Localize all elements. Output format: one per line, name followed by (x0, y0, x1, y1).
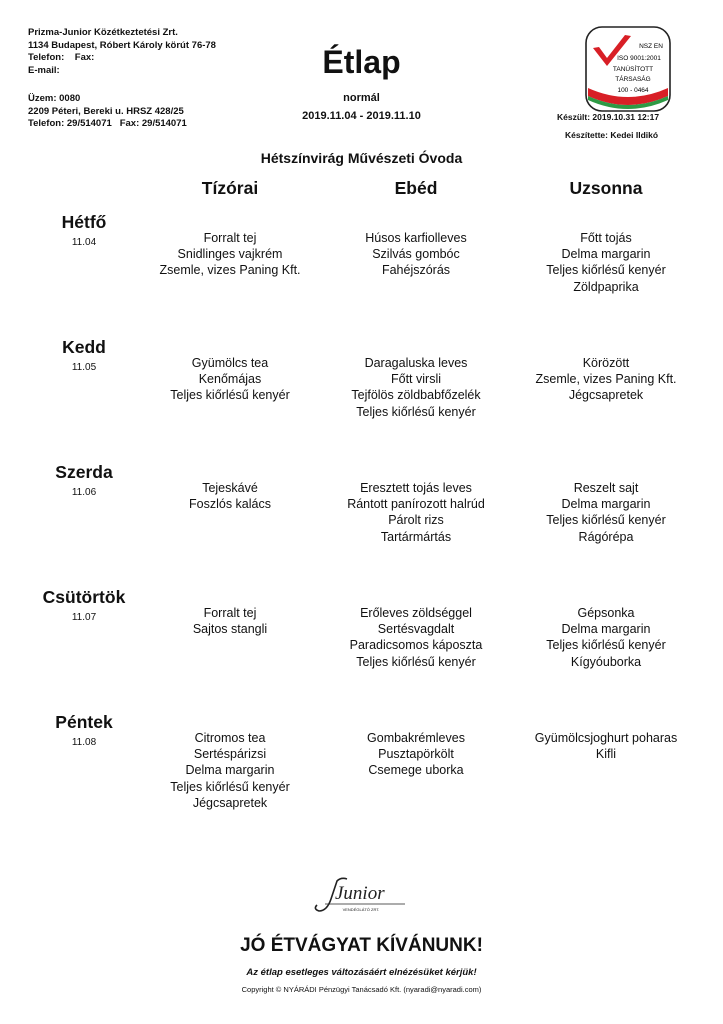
meal-item: Eresztett tojás leves (360, 481, 472, 495)
meal-item: Gyümölcs tea (191, 356, 269, 370)
cert-line1: NSZ EN (639, 43, 663, 50)
apology-note: Az étlap esetleges változásáért elnézésüket kérjük! (246, 967, 477, 978)
meal-item: Főtt tojás (580, 231, 632, 245)
meal-item: Kígyóuborka (570, 654, 642, 669)
slogan: JÓ ÉTVÁGYAT KÍVÁNUNK! (240, 935, 483, 956)
meal-item: Kenőmájas (198, 372, 262, 387)
meal-tizorai (130, 480, 330, 512)
day-name: Csütörtök (42, 587, 126, 607)
meal-item: Jégcsapretek (568, 388, 644, 403)
logo-name: Junior (335, 883, 385, 904)
meal-item: Zöldpaprika (573, 279, 639, 294)
meal-item: Gyümölcsjoghurt poharas (534, 731, 678, 745)
junior-logo (311, 875, 411, 915)
plant-id: Üzem: 0080 (28, 93, 81, 104)
meal-item: Sertésvagdalt (377, 622, 455, 637)
meal-item: Körözött (582, 356, 630, 370)
meal-item: Pusztapörkölt (378, 747, 454, 762)
meal-uzsonna (506, 230, 706, 295)
day-date: 11.04 (71, 237, 97, 248)
meal-ebed (316, 230, 516, 279)
plant-address: 2209 Péteri, Bereki u. HRSZ 428/25 (28, 105, 184, 117)
day-name: Szerda (55, 462, 113, 482)
meal-ebed (316, 730, 516, 779)
company-address: 1134 Budapest, Róbert Károly körút 76-78 (28, 39, 216, 51)
meal-item: Teljes kiőrlésű kenyér (356, 404, 476, 419)
meal-uzsonna (506, 480, 706, 545)
meal-item: Tartármártás (380, 529, 452, 544)
meal-item: Kifli (595, 747, 617, 762)
column-header-tizorai: Tízórai (201, 178, 259, 198)
meal-item: Foszlós kalács (189, 497, 271, 512)
cert-line5: 100 - 0464 (617, 87, 649, 94)
meal-item: Tejfölös zöldbabfőzelék (351, 388, 481, 403)
plant-phone-fax: Telefon: 29/514071 Fax: 29/514071 (28, 118, 187, 129)
meal-item: Sajtos stangli (192, 622, 268, 637)
meal-item: Fahéjszórás (381, 263, 451, 278)
day-name: Kedd (62, 337, 106, 357)
meal-item: Zsemle, vizes Paning Kft. (535, 372, 677, 387)
meal-item: Citromos tea (194, 731, 266, 745)
day-date: 11.08 (71, 737, 97, 748)
meal-item: Sertéspárizsi (193, 747, 267, 762)
meal-item: Delma margarin (561, 622, 651, 637)
meal-uzsonna (506, 730, 706, 762)
meal-item: Snidlinges vajkrém (177, 247, 283, 262)
meal-tizorai (130, 730, 330, 811)
column-header-uzsonna: Uzsonna (569, 178, 643, 198)
meal-tizorai (130, 355, 330, 404)
meal-item: Forralt tej (203, 231, 257, 245)
meal-item: Delma margarin (561, 497, 651, 512)
company-email: E-mail: (28, 64, 60, 76)
meal-item: Erőleves zöldséggel (360, 606, 472, 620)
created-at: Készült: 2019.10.31 12:17 (557, 112, 660, 122)
day-date: 11.05 (71, 362, 97, 373)
meal-item: Gépsonka (577, 606, 635, 620)
cert-line3: TANÚSÍTOTT (612, 66, 654, 73)
company-name: Prizma-Junior Közétkeztetési Zrt. (28, 27, 178, 38)
meal-item: Daragaluska leves (364, 356, 468, 370)
meal-item: Szilvás gombóc (372, 247, 460, 262)
meal-uzsonna (506, 355, 706, 404)
meal-item: Teljes kiőrlésű kenyér (170, 779, 290, 794)
column-header-ebed: Ebéd (394, 178, 438, 198)
meal-item: Zsemle, vizes Paning Kft. (159, 263, 301, 278)
meal-item: Rántott panírozott halrúd (347, 497, 485, 512)
meal-ebed (316, 480, 516, 545)
day-name: Hétfő (61, 212, 107, 232)
school-name: Hétszínvirág Művészeti Óvoda (260, 150, 463, 166)
meal-item: Teljes kiőrlésű kenyér (546, 513, 666, 528)
meal-tizorai (130, 230, 330, 279)
meal-item: Tejeskávé (202, 481, 258, 495)
meal-item: Jégcsapretek (192, 795, 268, 810)
cert-line4: TÁRSASÁG (615, 76, 651, 83)
meal-item: Teljes kiőrlésű kenyér (546, 263, 666, 278)
cert-line2: ISO 9001:2001 (617, 55, 661, 62)
meal-ebed (316, 355, 516, 420)
meal-item: Reszelt sajt (573, 481, 639, 495)
meal-item: Teljes kiőrlésű kenyér (356, 654, 476, 669)
meal-item: Főtt virsli (391, 372, 441, 387)
day-date: 11.06 (71, 487, 97, 498)
meal-item: Teljes kiőrlésű kenyér (170, 388, 290, 403)
meal-item: Delma margarin (185, 763, 275, 778)
company-phone-fax: Telefon: Fax: (28, 52, 95, 63)
created-by: Készítette: Kedei Ildikó (565, 130, 659, 140)
meal-uzsonna (506, 605, 706, 670)
day-name: Péntek (55, 712, 113, 732)
day-date: 11.07 (71, 612, 97, 623)
meal-item: Forralt tej (203, 606, 257, 620)
iso-certification-seal (585, 26, 671, 112)
logo-tagline: VENDÉGLÁTÓ ZRT. (342, 907, 380, 912)
meal-tizorai (130, 605, 330, 637)
copyright: Copyright © NYÁRÁDI Pénzügyi Tanácsadó Kft. (nyaradi@nyaradi.com) (241, 985, 482, 994)
meal-item: Párolt rizs (388, 513, 444, 528)
meal-item: Rágórépa (578, 529, 634, 544)
date-range: 2019.11.04 - 2019.11.10 (302, 110, 421, 122)
meal-ebed (316, 605, 516, 670)
meal-item: Delma margarin (561, 247, 651, 262)
meal-item: Gombakrémleves (367, 731, 465, 745)
menu-type: normál (343, 92, 380, 104)
meal-item: Teljes kiőrlésű kenyér (546, 638, 666, 653)
meal-item: Húsos karfiolleves (365, 231, 467, 245)
meal-item: Paradicsomos káposzta (349, 638, 483, 653)
meal-item: Csemege uborka (368, 763, 464, 778)
page-title: Étlap (322, 44, 401, 80)
